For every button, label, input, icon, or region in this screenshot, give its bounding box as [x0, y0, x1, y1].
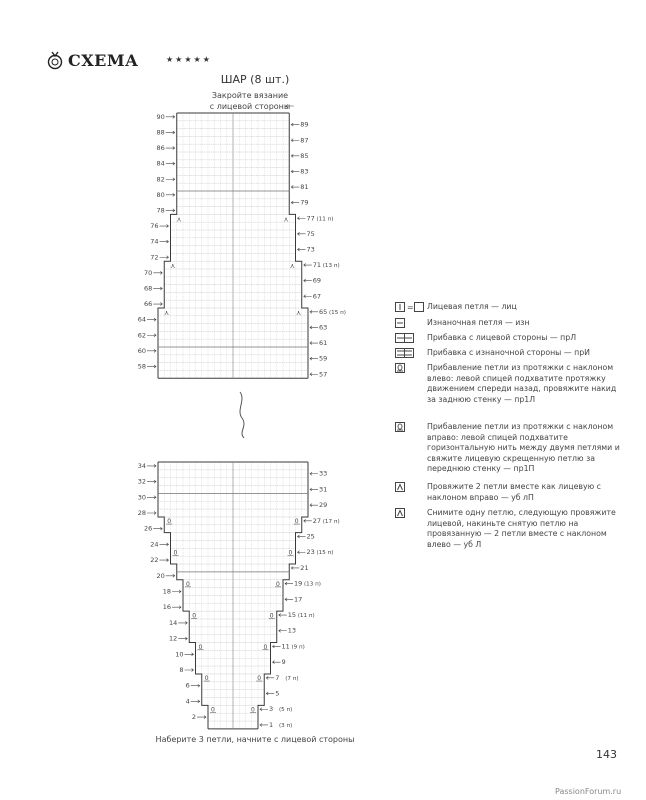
decrease-mark: ⋏ — [283, 215, 289, 224]
row-label-left: 8 — [179, 665, 184, 674]
top-note — [190, 90, 310, 112]
stitch-count: (13 п) — [322, 263, 340, 270]
decrease-mark: ⋏ — [170, 262, 176, 271]
row-label-right: 73 — [306, 245, 315, 254]
row-label-left: 24 — [150, 540, 159, 549]
row-arrow-right — [147, 480, 156, 483]
decrease-mark: ⋏ — [296, 309, 302, 317]
knit-stitch-icon — [395, 302, 425, 312]
row-label-right: 27 — [312, 516, 322, 525]
row-arrow-left — [291, 123, 299, 126]
legend-text: Прибавление петли из протяжки с наклоном вправо: левой спицей подхватите горизонтальную нить между двумя петлями и свяжите лицевую скрещенную петлю за переднюю стенку — пр1П — [427, 422, 620, 473]
page-number: 143 — [596, 748, 617, 761]
legend-text: Лицевая петля — лиц — [427, 302, 517, 311]
row-label-right: 23 — [306, 548, 315, 557]
row-arrow-left — [304, 279, 312, 282]
increase-mark: 0 — [257, 675, 262, 683]
row-label-right: 83 — [300, 167, 309, 176]
row-label-right: 1 — [269, 720, 274, 729]
row-arrow-right — [191, 684, 200, 687]
chart-outline-left — [158, 113, 177, 378]
make-one-left-icon — [395, 363, 425, 373]
row-arrow-right — [160, 240, 169, 243]
row-arrow-left — [273, 661, 281, 664]
row-label-left: 74 — [150, 237, 159, 246]
row-arrow-left — [310, 357, 318, 360]
row-arrow-left — [260, 723, 268, 726]
row-arrow-left — [298, 232, 306, 235]
row-arrow-right — [178, 637, 187, 640]
row-arrow-right — [147, 496, 156, 499]
row-arrow-right — [147, 334, 156, 337]
row-label-left: 18 — [162, 587, 171, 596]
row-label-left: 34 — [137, 461, 146, 470]
row-label-right: 89 — [300, 120, 309, 129]
row-arrow-left — [260, 708, 268, 711]
row-label-right: 79 — [300, 198, 309, 207]
watermark: PassionForum.ru — [555, 787, 622, 796]
row-arrow-right — [147, 318, 156, 321]
decrease-mark: ⋏ — [176, 215, 182, 224]
increase-mark: 0 — [263, 643, 268, 651]
row-label-left: 6 — [185, 681, 190, 690]
row-label-right: 81 — [300, 183, 309, 192]
row-arrow-right — [166, 131, 175, 134]
row-arrow-left — [304, 264, 312, 267]
row-label-left: 76 — [150, 222, 159, 231]
row-label-left: 12 — [168, 634, 178, 643]
decrease-mark: ⋏ — [289, 262, 295, 271]
row-label-right: 59 — [319, 354, 328, 363]
stitch-count: (11 п) — [297, 613, 315, 620]
row-arrow-right — [160, 256, 169, 259]
row-label-right: 9 — [281, 658, 286, 667]
row-label-right: 31 — [319, 485, 328, 494]
row-label-left: 66 — [143, 300, 153, 309]
decrease-right-icon — [395, 482, 425, 492]
row-label-left: 78 — [156, 206, 165, 215]
stitch-count: (17 п) — [322, 518, 340, 525]
top-note-line: Закройте вязание — [211, 91, 289, 100]
increase-mark: 0 — [198, 643, 203, 651]
row-arrow-right — [197, 716, 206, 719]
row-arrow-right — [147, 511, 156, 514]
row-arrow-right — [166, 115, 175, 118]
increase-mark: 0 — [276, 581, 280, 589]
chart-outline-right — [258, 462, 308, 729]
row-arrow-right — [172, 606, 181, 609]
increase-mark: 0 — [167, 518, 172, 526]
row-label-left: 26 — [143, 524, 153, 533]
legend-text: Провяжите 2 петли вместе как лицевую с наклоном вправо — уб лП — [427, 482, 601, 502]
legend-text: Изнаночная петля — изн — [427, 318, 530, 327]
decrease-mark: ⋏ — [164, 309, 170, 317]
stitch-count: (7 п) — [285, 675, 299, 682]
row-arrow-right — [147, 464, 156, 467]
row-label-left: 88 — [156, 128, 165, 137]
row-label-left: 86 — [156, 144, 165, 153]
row-arrow-left — [310, 310, 318, 313]
row-arrow-right — [178, 621, 187, 624]
difficulty-stars: ★★★★★ — [166, 55, 212, 64]
chart-outline-right — [289, 113, 308, 378]
row-label-right: 19 — [294, 579, 303, 588]
row-arrow-left — [279, 614, 287, 617]
knit-increase-icon — [395, 333, 425, 343]
row-label-left: 72 — [150, 253, 159, 262]
row-arrow-left — [298, 551, 306, 554]
row-label-left: 32 — [137, 477, 146, 486]
legend-text: Прибавка с лицевой стороны — прЛ — [427, 333, 577, 342]
increase-mark: 0 — [251, 706, 255, 714]
chapter-title: СХЕМА — [68, 51, 139, 70]
increase-mark: 0 — [204, 675, 209, 683]
row-label-left: 2 — [191, 713, 196, 722]
row-label-right: 13 — [287, 626, 297, 635]
row-label-right: 21 — [300, 563, 309, 572]
row-arrow-left — [266, 692, 274, 695]
row-label-right: 25 — [306, 532, 315, 541]
row-label-left: 58 — [137, 362, 146, 371]
svg-text:=: = — [407, 303, 414, 312]
row-label-left: 28 — [137, 508, 146, 517]
make-one-right-icon — [395, 422, 425, 432]
row-arrow-right — [153, 271, 162, 274]
row-label-left: 10 — [175, 650, 184, 659]
row-label-left: 30 — [137, 493, 146, 502]
chart-outline-left — [158, 462, 208, 729]
row-arrow-right — [160, 559, 169, 562]
row-arrow-left — [285, 598, 293, 601]
row-arrow-right — [147, 349, 156, 352]
row-label-right: 77 — [306, 214, 315, 223]
row-label-left: 60 — [137, 346, 146, 355]
row-label-right: 61 — [319, 339, 328, 348]
row-arrow-left — [273, 645, 281, 648]
row-arrow-right — [166, 162, 175, 165]
row-arrow-left — [298, 217, 306, 220]
row-label-right: 71 — [312, 261, 322, 270]
row-arrow-right — [166, 209, 175, 212]
row-label-right: 57 — [319, 370, 328, 379]
row-label-left: 80 — [156, 190, 165, 199]
row-arrow-right — [147, 365, 156, 368]
row-label-left: 84 — [156, 159, 165, 168]
row-label-left: 22 — [150, 556, 159, 565]
row-label-left: 68 — [143, 284, 153, 293]
increase-mark: 0 — [211, 706, 215, 714]
row-arrow-left — [304, 295, 312, 298]
row-label-right: 17 — [294, 595, 303, 604]
row-arrow-right — [153, 527, 162, 530]
row-label-right: 69 — [312, 276, 322, 285]
row-arrow-left — [310, 373, 318, 376]
row-arrow-right — [160, 225, 169, 228]
row-label-left: 64 — [137, 315, 146, 324]
row-arrow-left — [291, 154, 299, 157]
yarn-ball-icon — [46, 50, 64, 70]
row-label-right: 5 — [275, 689, 280, 698]
purl-stitch-icon — [395, 318, 425, 328]
row-label-right: 11 — [281, 642, 290, 651]
increase-mark: 0 — [173, 549, 178, 557]
row-arrow-left — [291, 201, 299, 204]
stitch-count: (3 п) — [279, 722, 293, 729]
stitch-count: (13 п) — [304, 581, 321, 588]
row-label-right: 15 — [287, 611, 297, 620]
increase-mark: 0 — [192, 612, 197, 620]
row-arrow-left — [310, 326, 318, 329]
increase-mark: 0 — [186, 581, 190, 589]
row-label-right: 65 — [319, 307, 328, 316]
diagram-title: ШАР (8 шт.) — [220, 73, 290, 86]
stitch-count: (15 п) — [316, 550, 334, 557]
row-label-right: 67 — [312, 292, 322, 301]
row-arrow-left — [291, 170, 299, 173]
row-arrow-left — [291, 566, 299, 569]
row-arrow-left — [310, 488, 318, 491]
purl-increase-icon — [395, 348, 425, 358]
stitch-count: (11 п) — [316, 216, 334, 223]
increase-mark: 0 — [294, 518, 299, 526]
legend-text: Прибавка с изнаночной стороны — прИ — [427, 348, 590, 357]
legend-text: Прибавление петли из протяжки с наклоном влево: левой спицей подхватите протяжку движением спереди назад, провяжите накид за заднюю стенку — пр1Л — [427, 363, 617, 404]
row-arrow-left — [310, 504, 318, 507]
row-label-left: 70 — [143, 268, 153, 277]
row-label-right: 3 — [269, 705, 274, 714]
row-label-left: 16 — [162, 603, 171, 612]
row-label-right: 63 — [319, 323, 328, 332]
row-arrow-right — [185, 668, 194, 671]
row-arrow-left — [298, 248, 306, 251]
row-label-left: 14 — [168, 618, 178, 627]
increase-mark: 0 — [269, 612, 274, 620]
bottom-note: Наберите 3 петли, начните с лицевой стороны — [155, 735, 355, 744]
row-arrow-left — [291, 139, 299, 142]
row-arrow-left — [279, 629, 287, 632]
row-arrow-left — [310, 472, 318, 475]
row-label-right: 85 — [300, 151, 309, 160]
row-label-right: 75 — [306, 229, 315, 238]
chart-break-icon — [240, 392, 244, 438]
row-label-right: 87 — [300, 136, 309, 145]
row-arrow-left — [291, 186, 299, 189]
row-arrow-right — [160, 543, 169, 546]
row-label-left: 20 — [156, 571, 165, 580]
row-arrow-left — [266, 676, 274, 679]
row-arrow-right — [153, 303, 162, 306]
row-arrow-right — [153, 287, 162, 290]
top-note-line: с лицевой стороны — [209, 102, 291, 111]
row-arrow-left — [304, 519, 312, 522]
row-label-left: 82 — [156, 175, 165, 184]
row-arrow-right — [166, 178, 175, 181]
decrease-left-icon — [395, 508, 425, 518]
row-arrow-right — [191, 700, 200, 703]
row-arrow-right — [166, 574, 175, 577]
increase-mark: 0 — [288, 549, 293, 557]
stitch-count: (5 п) — [279, 707, 293, 714]
row-label-right: 33 — [319, 469, 328, 478]
row-arrow-left — [285, 582, 293, 585]
stitch-count: (15 п) — [329, 309, 346, 316]
row-arrow-right — [166, 147, 175, 150]
row-arrow-right — [166, 193, 175, 196]
row-label-left: 90 — [156, 112, 165, 121]
row-label-left: 62 — [137, 331, 146, 340]
row-arrow-right — [185, 653, 194, 656]
row-arrow-left — [310, 342, 318, 345]
row-label-right: 29 — [319, 501, 328, 510]
row-arrow-right — [172, 590, 181, 593]
row-arrow-left — [298, 535, 306, 538]
stitch-count: (9 п) — [291, 644, 305, 651]
row-label-right: 7 — [275, 673, 280, 682]
legend-text: Снимите одну петлю, следующую провяжите лицевой, накиньте снятую петлю на провязанную — 2 петли вместе с наклоном влево — уб Л — [427, 508, 616, 549]
row-label-left: 4 — [185, 697, 190, 706]
